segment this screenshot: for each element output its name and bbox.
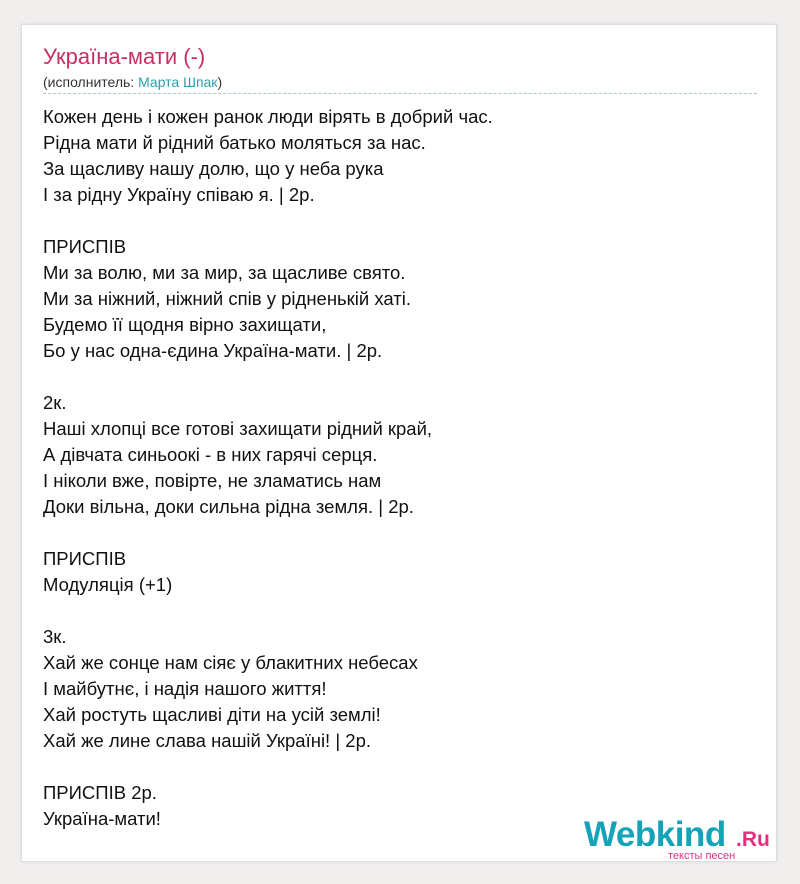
lyrics-line: ПРИСПІВ [43,236,127,257]
lyrics-line: Хай ростуть щасливі діти на усій землі! [43,704,381,725]
lyrics-line: Будемо її щодня вірно захищати, [43,314,327,335]
lyrics-line: Ми за ніжний, ніжний спів у рідненькій хаті. [43,288,412,309]
performer-suffix: ) [217,74,223,90]
webkind-logo[interactable] [584,815,774,863]
lyrics-line: Наші хлопці все готові захищати рідний край, [43,418,433,439]
lyrics-line: Рідна мати й рідний батько моляться за нас. [43,132,426,153]
lyrics-gap [43,208,757,234]
lyrics-gap [43,364,757,390]
lyrics-gap [43,598,757,624]
lyrics-line: Україна-мати! [43,808,161,829]
performer-prefix: (исполнитель: [43,74,139,90]
lyrics-gap [43,754,757,780]
lyrics-line: Бо у нас одна-єдина Україна-мати. | 2р. [43,340,383,361]
lyrics-line: І майбутнє, і надія нашого життя! [43,678,327,699]
lyrics-gap [43,520,757,546]
song-title: Україна-мати (-) [43,44,206,69]
lyrics-line: Ми за волю, ми за мир, за щасливе свято. [43,262,406,283]
lyrics-line: ПРИСПІВ [43,548,127,569]
performer-link[interactable]: Марта Шпак [138,74,218,90]
lyrics-line: І ніколи вже, повірте, не зламатись нам [43,470,382,491]
lyrics-text [43,104,757,832]
lyrics-line: 2к. [43,392,67,413]
performer-line [43,73,222,91]
lyrics-line: За щасливу нашу долю, що у неба рука [43,158,384,179]
logo-wordmark: Webkind [584,815,726,854]
lyrics-line: Доки вільна, доки сильна рідна земля. | 2р. [43,496,414,517]
title-divider [43,93,757,94]
lyrics-line: Модуляція (+1) [43,574,173,595]
logo-domain: .Ru [736,828,770,851]
lyrics-line: А дівчата синьоокі - в них гарячі серця. [43,444,378,465]
lyrics-line: І за рідну Україну співаю я. | 2р. [43,184,315,205]
lyrics-line: Кожен день і кожен ранок люди вірять в добрий час. [43,106,493,127]
lyrics-card [21,24,777,862]
logo-subtitle: тексты песен [668,850,736,862]
lyrics-line: Хай же сонце нам сіяє у блакитних небесах [43,652,418,673]
lyrics-line: 3к. [43,626,67,647]
lyrics-line: ПРИСПІВ 2р. [43,782,157,803]
lyrics-line: Хай же лине слава нашій Україні! | 2р. [43,730,371,751]
